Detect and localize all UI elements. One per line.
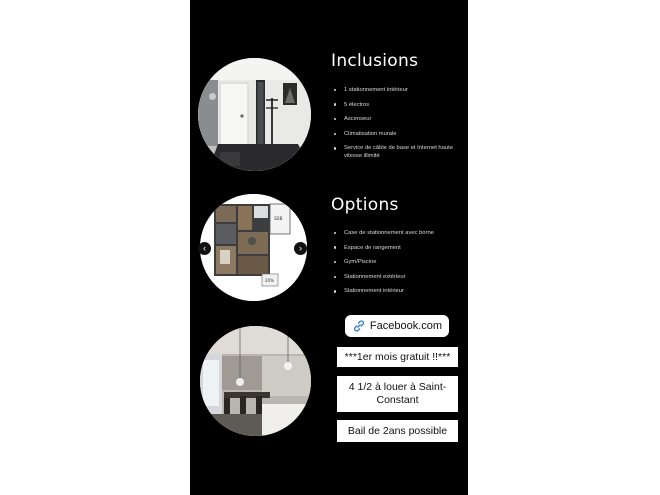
entrance-photo xyxy=(198,58,311,171)
facebook-link-button[interactable] xyxy=(345,315,449,337)
inclusion-item: Climatisation murale xyxy=(333,130,468,138)
carousel-prev-button[interactable] xyxy=(198,242,211,255)
floorplan-room-label: SDB xyxy=(274,216,283,221)
story-panel xyxy=(190,0,468,495)
dining-room-image xyxy=(200,326,311,436)
lease-note: Bail de 2ans possible xyxy=(337,420,458,442)
floorplan-image xyxy=(200,194,307,301)
listing-title: 4 1/2 à louer à Saint-Constant xyxy=(337,376,458,412)
facebook-link-label: Facebook.com xyxy=(369,320,443,332)
promo-badge: ***1er mois gratuit !!*** xyxy=(337,347,458,367)
floorplan-photo xyxy=(200,194,307,301)
dining-room-photo xyxy=(200,326,311,436)
option-item: Espace de rangement xyxy=(333,244,468,252)
inclusion-item: Service de câble de base et Internet haute vitesse illimité xyxy=(333,144,468,160)
inclusion-item: 5 électros xyxy=(333,101,468,109)
option-item: Case de stationnement avec borne xyxy=(333,229,468,237)
floorplan-balcony-label: 20% xyxy=(265,278,274,283)
inclusions-list xyxy=(333,86,468,167)
options-list xyxy=(333,229,468,302)
link-icon xyxy=(352,319,366,333)
chevron-left-icon: ‹ xyxy=(203,243,206,253)
carousel-next-button[interactable] xyxy=(294,242,307,255)
chevron-right-icon: › xyxy=(299,243,302,253)
inclusion-item: Ascenseur xyxy=(333,115,468,123)
inclusion-item: 1 stationnement intérieur xyxy=(333,86,468,94)
options-title: Options xyxy=(331,195,399,215)
inclusions-title: Inclusions xyxy=(331,51,419,71)
option-item: Gym/Piscine xyxy=(333,258,468,266)
option-item: Stationnement extérieur xyxy=(333,273,468,281)
option-item: Stationnement intérieur xyxy=(333,287,468,295)
entrance-photo-image xyxy=(198,58,311,171)
